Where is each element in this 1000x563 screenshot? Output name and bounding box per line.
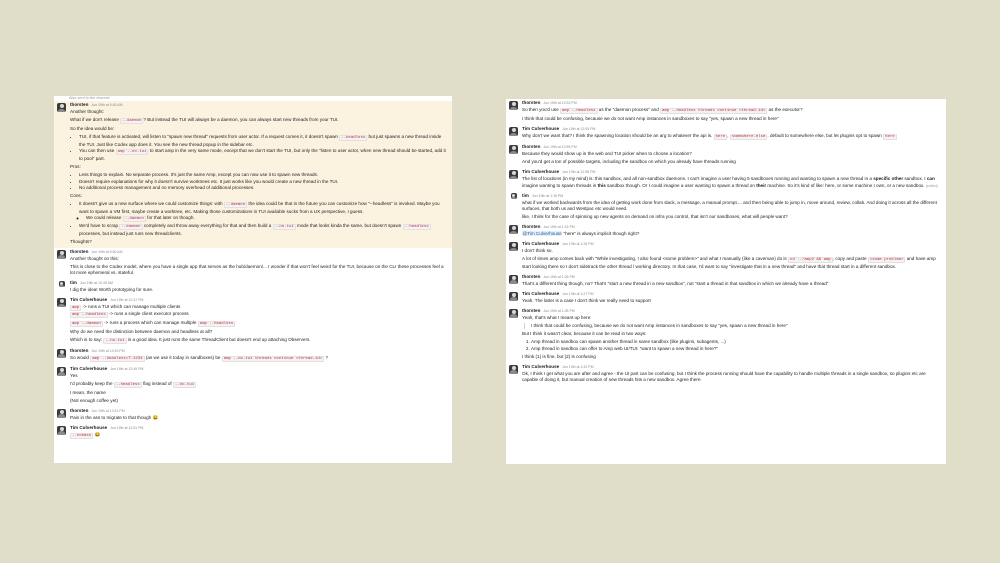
author-name[interactable]: thorsten (522, 307, 541, 313)
avatar[interactable] (509, 275, 518, 284)
list-item: • No additional process management and no memory overhead of additional processes. (79, 185, 448, 192)
avatar[interactable] (57, 367, 66, 376)
bullet-list (79, 201, 448, 237)
message-text: Yes (70, 373, 78, 378)
avatar[interactable] (509, 309, 518, 318)
message-text: like, I think for the case of spinning up new agents on demand on infra you control, that isn't our sandboxes, what will people want? (522, 214, 788, 220)
inline-code: --nohass (72, 433, 92, 438)
timestamp[interactable]: Jun 19th at 12:55 PM (543, 145, 577, 150)
author-name[interactable]: Tim Culverhouse (522, 241, 560, 247)
message-text: I think (1) is fine, but (2) is confusing (522, 353, 596, 359)
message-text: I mean, the name (70, 389, 106, 395)
inline-code: --headless (341, 135, 366, 140)
message-text: I'd probably keep the --headless flag instead of --no-tui (70, 380, 195, 387)
author-name[interactable]: thorsten (522, 100, 541, 105)
message[interactable] (54, 101, 452, 248)
quote-block: I think that could be confusing, because we do not want Amp instances in sandboxes to say "yes, spawn a new thread in here" (524, 323, 942, 330)
message-text: amp --headless -> runs a single client executor process (72, 311, 189, 318)
message-text: Ok, I think I get what you are after and agree - the UI part can be confusing, but I think the process running should have the capability to handle multiple threads in a single sandbox, so plugins etc are capable of doing it, but manual creation of new threads hits a new sandbox. Agree there (522, 370, 926, 383)
author-name[interactable]: tim (70, 280, 77, 286)
author-name[interactable]: Tim Culverhouse (522, 290, 560, 296)
message-text: Yeah. The latter is a case I don't think we really need to support (522, 297, 651, 303)
message-text: But I think it wasn't clear, because it can be read in two ways: (522, 331, 647, 337)
message[interactable] (54, 248, 452, 279)
inline-code: here (715, 135, 726, 140)
numbered-list (531, 339, 942, 352)
avatar[interactable] (509, 145, 518, 154)
inline-code: here (885, 135, 895, 140)
message[interactable] (506, 307, 946, 363)
inline-code: --no-tui (274, 225, 294, 230)
inline-code: --daemon (225, 203, 246, 208)
message[interactable] (54, 407, 452, 424)
inline-code: amp --no-tui (117, 150, 147, 155)
message-text: The list of locations (in my mind) is: this sandbox, and all non-sandbox daemons. I can't imagine a user having 5 sandboxes running and wanting to spawn a new thread in a specific other sandbox. I can imagine wanting to spawn threads in this sandbox though. Or I could imagine a user wanting to spawn a thread on their machine. So it's kind of like: here, or some machine I own, or a new sandbox. (edited) (522, 176, 938, 188)
thread-panel-left (54, 96, 452, 463)
avatar[interactable] (509, 101, 518, 110)
message[interactable] (506, 125, 946, 143)
timestamp[interactable]: Jun 19th at 12:53 PM (562, 127, 596, 132)
message[interactable] (506, 290, 946, 307)
timestamp[interactable]: Jun 19th at 1:27 PM (562, 291, 594, 296)
also-sent-note: Also sent to the channel (69, 96, 110, 100)
message-text: So the idea would be: (70, 126, 115, 132)
author-name[interactable]: thorsten (522, 144, 541, 150)
avatar[interactable] (509, 127, 518, 136)
avatar[interactable] (57, 409, 66, 418)
message[interactable] (54, 279, 452, 296)
inline-code: --no-tui (174, 382, 195, 387)
message-text: Why do we need the distinction between daemon and headless at all? (70, 328, 213, 334)
inline-code: --daemon (124, 217, 144, 222)
message[interactable] (54, 424, 452, 442)
message-text: This is close to the Codex model, where you have a single app that serves as the hub/daemon/... I wonder if that won't feel weird for the TUI, because on the CLI these processes feel a lot more ephemeral vs. stateful. (70, 263, 444, 276)
message-text: Yeah, that's what I meant up here: (522, 314, 592, 320)
inline-code: amp --no-tui threads continue <thread-id> (223, 356, 323, 361)
list-item: • Less things to explain. No separate process. It's just the same Amp, except you can now use it to spawn new threads. (79, 172, 448, 179)
bullet-list (79, 172, 448, 192)
inline-code: somewhere-else (731, 135, 766, 140)
inline-code: amp (72, 305, 80, 310)
avatar[interactable] (509, 242, 518, 251)
inline-code: amp --daemon (72, 321, 101, 326)
author-name[interactable]: Tim Culverhouse (522, 363, 560, 369)
list-item: • We'd have to scrap --daemon completely and throw away everything for that and then build a --no-tui mode that looks kinda the same, but doesn't spawn --headless processes, but instead just runs new threadclients. (79, 223, 448, 237)
message-text: A lot of times amp comes back with "While investigating, I also found <some problem>" and what I manually (like a caveman) do is cd ../amp2 && amp , copy and paste <some problem> and have amp start looking there so I don't sidetrack the other thread / working directory. In that case, I'd want to say "investigate that in a new thread" and have that thread start in a different sandbox. (522, 256, 936, 269)
message-text: So would amp --headless=T-1234 (as we use it today in sandboxes) be amp --no-tui threads continue <thread-id> ? (70, 354, 328, 361)
message-text: amp -> runs a TUI which can manage multiple clients (72, 303, 181, 310)
message-text: Pros: (70, 163, 81, 169)
inline-code: amp --headless=T-1234 (92, 356, 143, 361)
timestamp[interactable]: Jun 19th at 12:51 PM (110, 425, 144, 430)
message-text: Which is to say: --no-tui is a good idea. It just runs the same ThreadClient but doesn't end up attaching Observers. (70, 336, 311, 343)
avatar[interactable] (57, 250, 66, 259)
list-item: 2. Amp thread in sandbox can offer to Amp web UI/TUI: "want to spawn a new thread in here?" (531, 346, 942, 353)
avatar[interactable] (509, 365, 518, 374)
list-item: • TUI, if that feature is activated, will listen to "spawn new thread" requests from user actor. If a request comes it, it doesn't spawn --headless but just spawns a new thread inside the TUI. Just like Codex app does it. You see the new thread popup in the sidebar etc. (79, 134, 448, 148)
author-name[interactable]: thorsten (70, 102, 89, 107)
timestamp[interactable]: Jun 19th at 12:49 PM (110, 366, 144, 371)
message-text: (Not enough coffee yet) (70, 397, 118, 403)
message[interactable] (54, 347, 452, 365)
timestamp[interactable]: Jun 19th at 1:28 PM (543, 308, 575, 313)
avatar[interactable] (59, 281, 65, 287)
inline-code: --daemon (121, 225, 141, 230)
author-name[interactable]: Tim Culverhouse (70, 297, 108, 303)
author-name[interactable]: thorsten (70, 347, 89, 353)
message-text: Cons: (70, 193, 83, 199)
timestamp[interactable]: Jun 19th at 1:26 PM (562, 242, 594, 247)
timestamp[interactable]: Jun 19th at 12:49 PM (91, 348, 125, 353)
author-name[interactable]: Tim Culverhouse (522, 169, 560, 175)
message[interactable] (506, 240, 946, 273)
inline-code: --headless (115, 382, 140, 387)
thread-panel-right (506, 99, 946, 464)
message[interactable] (54, 365, 452, 407)
message-text: I dig the idea! Worth prototyping for sure. (70, 287, 154, 293)
message-text: what if we worked backwards from the idea of getting work done from slack, a message, a manual prompt.... and then being able to jump in, move around, review, collab. And doing it across all the different surfaces, that both us and Westpac etc would need. (522, 199, 937, 212)
message[interactable] (54, 296, 452, 346)
timestamp[interactable]: Jun 19th at 9:45 AM (91, 103, 123, 107)
author-name[interactable]: thorsten (522, 273, 541, 279)
message-text: So then you'd use amp --headless as the "daemon process" and amp --headless threads continue <thread-id> as the executor? (522, 107, 803, 114)
list-item: • It doesn't give us a new surface where we could customize things: with --daemon the idea could be that in the future you can customize how "--headless" is invoked. Maybe you want to spawn a VM first, maybe create a worktree, etc. Making those customizations in TUI available sucks from a UX perspective, I guess. ◦ We could release --daemon for that later on though. (79, 201, 448, 223)
author-name[interactable]: thorsten (70, 248, 89, 254)
avatar[interactable] (509, 170, 518, 179)
list-item: • Doesn't require explanations for why it doesn't survive worktrees etc. It just works like you would create a new thread in the TUI. (79, 179, 448, 186)
message-text (70, 432, 448, 440)
inline-code: amp --headless threads continue <thread-id> (662, 109, 766, 114)
timestamp[interactable]: Jun 19th at 1:15 PM (531, 193, 564, 198)
timestamp[interactable]: Jun 19th at 12:47 PM (110, 298, 144, 303)
laughing-emoji-icon: 😂 (94, 431, 101, 437)
message-text: Because they would show up in the web and TUI picker when to choose a location? (522, 151, 692, 157)
avatar[interactable] (57, 349, 66, 358)
message-text: amp --daemon -> runs a process which can manage multiple amp --headless (72, 319, 234, 326)
bullet-list (79, 134, 448, 163)
author-name[interactable]: Tim Culverhouse (70, 424, 108, 430)
message[interactable] (506, 223, 946, 240)
inline-code: cd ../amp2 && amp (790, 258, 831, 263)
message-text: Why don't we want that? I think the spawning location should be an arg to whatever the api is. here , somewhere-else . default to somewhere else, but let plugins opt to spawn here (522, 133, 895, 140)
message[interactable] (506, 168, 946, 192)
message-text: I don't think so. (522, 248, 553, 254)
message[interactable] (506, 192, 946, 223)
timestamp[interactable]: Jun 19th at 12:51 PM (91, 408, 125, 413)
avatar[interactable] (57, 426, 66, 435)
inline-code: --daemon (122, 119, 142, 124)
message[interactable] (506, 143, 946, 168)
timestamp[interactable]: Jun 19th at 10:45 AM (79, 281, 113, 286)
inline-code: --no-tui (105, 338, 125, 343)
list-item: • You can then use amp --no-tui to start amp in the very same mode, except that we don't start the TUI, but only the "listen to user actor, when new thread should be started, add it to pool" part. (79, 148, 448, 162)
message-text: And you'd get a ton of possible targets, including the sandbox on which you already have threads running (522, 159, 736, 165)
user-mention[interactable]: @Tim Culverhouse (522, 231, 562, 237)
message-text: Thoughts? (70, 238, 92, 244)
edited-label: (edited) (925, 183, 938, 188)
inline-code: --headless (404, 225, 429, 230)
message[interactable] (506, 273, 946, 290)
timestamp[interactable]: Jun 19th at 9:50 AM (91, 249, 123, 254)
avatar[interactable] (509, 292, 518, 301)
avatar[interactable] (57, 298, 66, 307)
author-name[interactable]: thorsten (522, 224, 541, 230)
timestamp[interactable]: Jun 19th at 1:22 PM (543, 225, 575, 230)
message-text: @Tim Culverhouse "here" is always implicit though right? (522, 231, 640, 237)
timestamp[interactable]: Jun 19th at 12:58 PM (562, 170, 596, 175)
message-text: Another thought: (70, 109, 104, 115)
message-text: Pain in the ass to migrate to that though 😄 (70, 414, 159, 420)
author-name[interactable]: Tim Culverhouse (522, 126, 560, 132)
inline-code: amp --headless (199, 321, 234, 326)
message-text: Another thought on this: (70, 255, 119, 261)
avatar[interactable] (509, 225, 518, 234)
inline-code: <some problem> (869, 258, 904, 263)
avatar[interactable] (511, 193, 517, 199)
message-text: That's a different thing though, no? That's "start a new thread in a new sandbox", not "start a thread in that sandbox in which we already have a thread" (522, 280, 829, 286)
list-item: ◦ We could release --daemon for that later on though. (86, 215, 448, 223)
timestamp[interactable]: Jun 19th at 1:32 PM (562, 364, 594, 369)
grinning-emoji-icon: 😄 (152, 414, 159, 420)
message[interactable] (506, 99, 946, 125)
author-name[interactable]: thorsten (70, 407, 89, 413)
message[interactable] (506, 363, 946, 387)
message-text: I think that could be confusing, because we do not want Amp instances in sandboxes to say "yes, spawn a new thread in here" (522, 116, 779, 122)
timestamp[interactable]: Jun 19th at 12:52 PM (543, 101, 577, 105)
inline-code: amp --headless (72, 313, 106, 318)
author-name[interactable]: Tim Culverhouse (70, 365, 108, 371)
avatar[interactable] (57, 103, 66, 112)
author-name[interactable]: tim (522, 192, 529, 198)
message-text: What if we don't release --daemon ? But instead the TUI will always be a daemon, you can always start new threads from your TUI. (70, 117, 339, 124)
timestamp[interactable]: Jun 19th at 1:26 PM (543, 274, 575, 279)
list-item: 1. Amp thread in sandbox can spawn another thread in same sandbox (like plugins, subagents, ...) (531, 339, 942, 346)
inline-code: amp --headless (561, 109, 596, 114)
